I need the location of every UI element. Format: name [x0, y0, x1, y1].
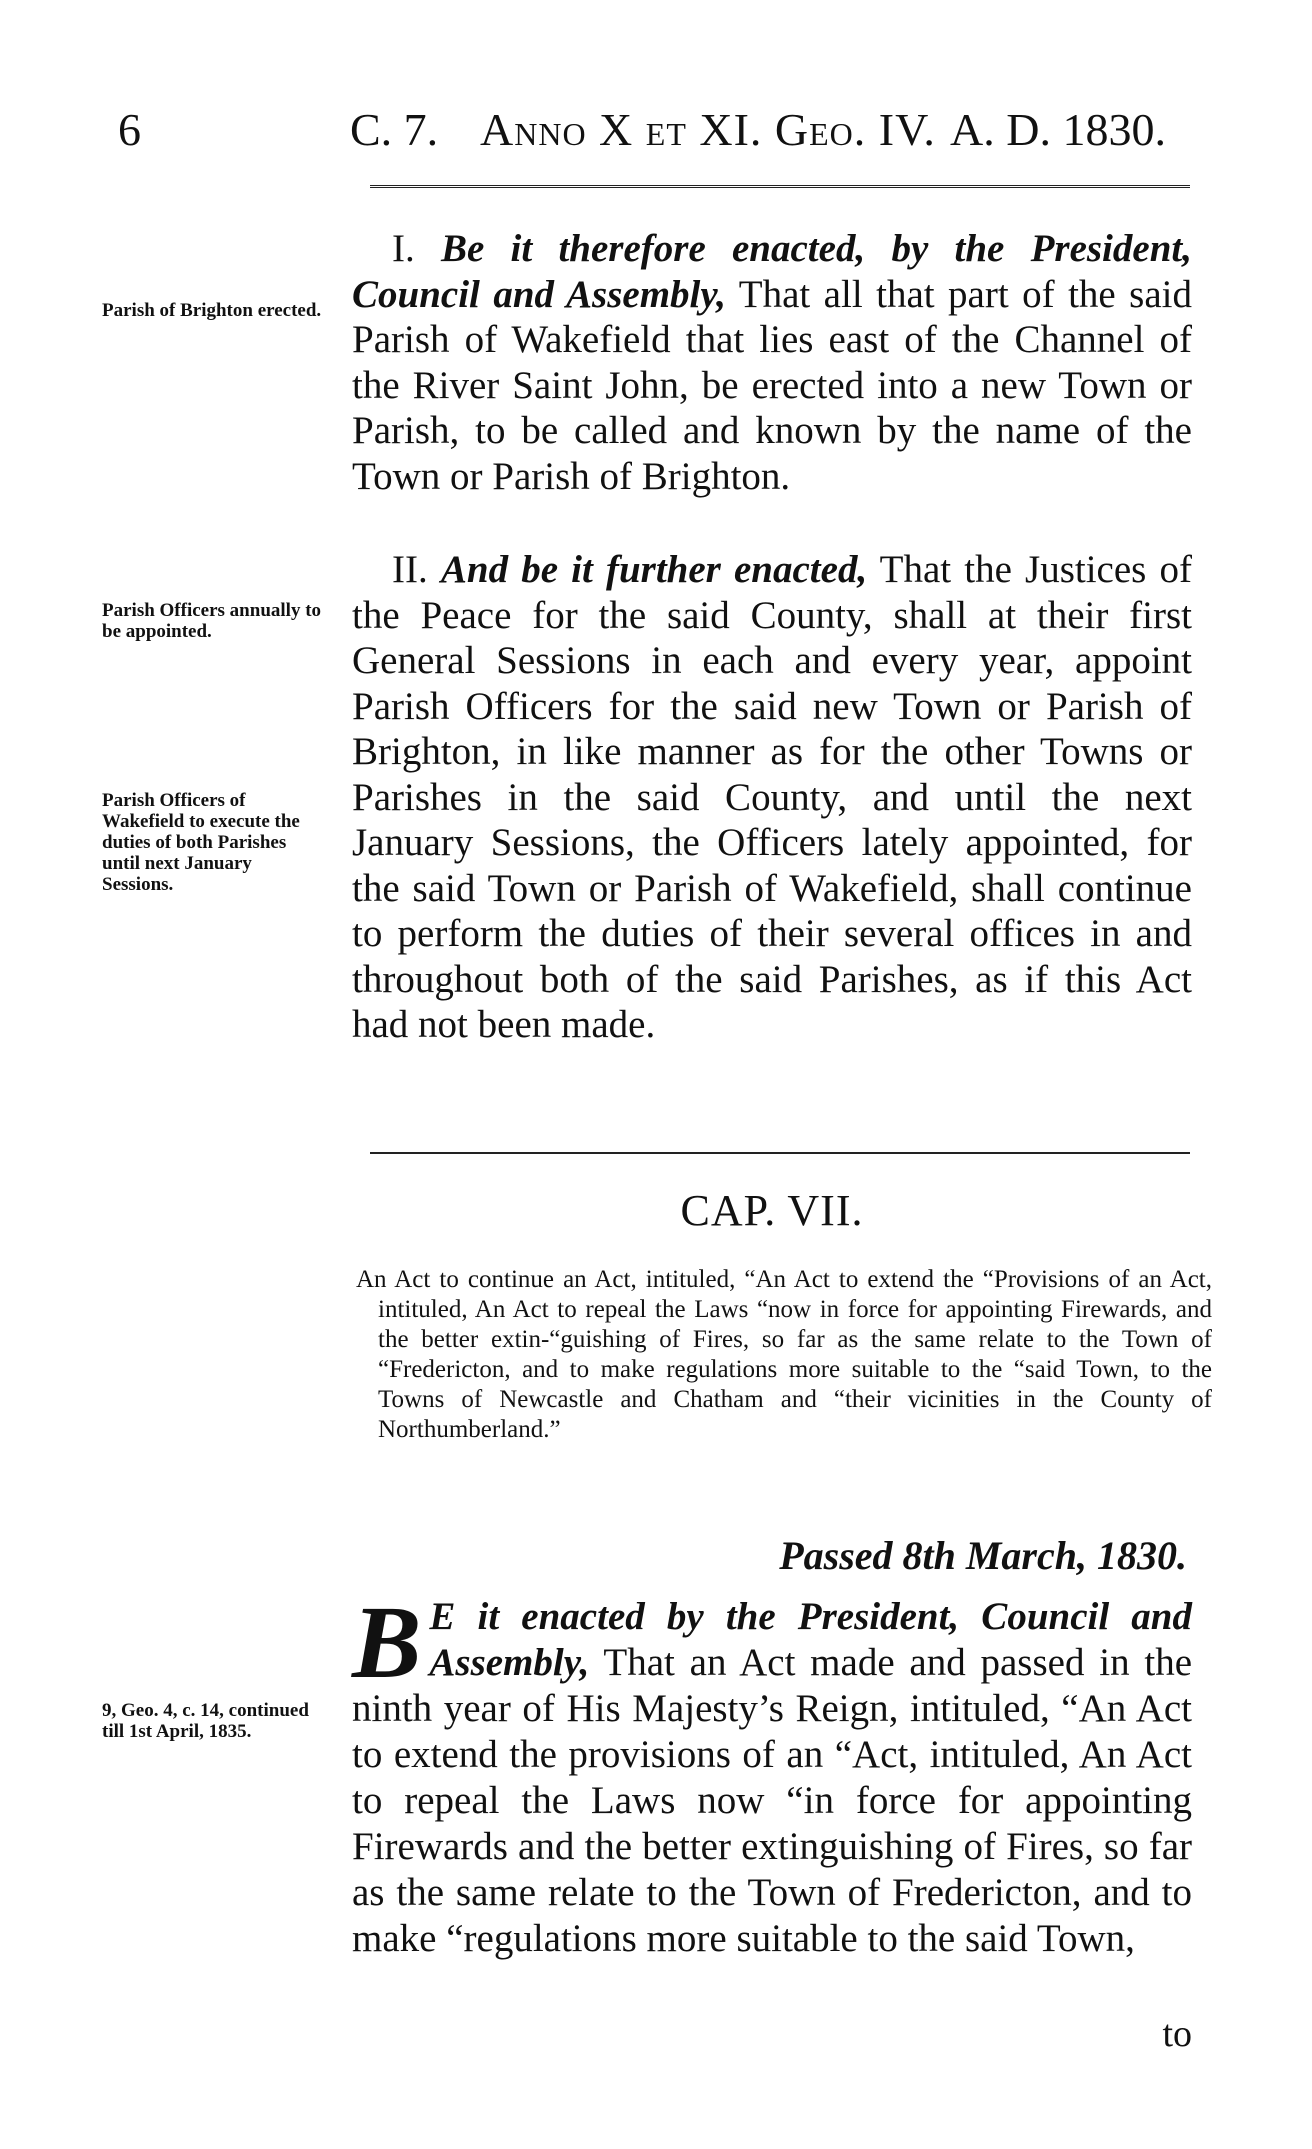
section-1-number: I.: [392, 227, 441, 270]
catchword: to: [1162, 2013, 1192, 2055]
header-rule: [370, 185, 1190, 191]
chapter-number: C. 7.: [350, 104, 439, 155]
section-1-enacting-clause: Be it therefore enacted, by the President, Council and Assembly,: [352, 227, 1192, 316]
section-2-text: That the Justices of the Peace for the said County, shall at their first General Sessions in each and every year, appoint Parish Officers for the said new Town or Parish of Brighton, in like manner as for the other Towns or Parishes in the said County, and until the next January Sessions, the Officers lately appointed, for the said Town or Parish of Wakefield, shall continue to perform the duties of their several offices in and throughout both of the said Parishes, as if this Act had not been made.: [352, 548, 1192, 1046]
enactment-text: [352, 1585, 1192, 1962]
section-rule: [370, 1152, 1190, 1154]
section-1-text: That all that part of the said Parish of Wakefield that lies east of the Channel of the River Saint John, be erected into a new Town or Parish, to be called and known by the name of the Town or Parish of Brighton.: [352, 272, 1192, 498]
margin-note-brighton: Parish of Brighton erected.: [102, 300, 322, 321]
section-2: [352, 547, 1192, 1048]
regnal-year: Anno X et XI. Geo. IV.: [480, 104, 936, 155]
margin-note-wakefield: Parish Officers of Wakefield to execute the duties of both Parishes until next January Sessions.: [102, 790, 300, 895]
page-number: 6: [118, 104, 141, 155]
enactment-clause: E it enacted by the President, Council and Assembly,: [429, 1595, 1192, 1684]
cap-title: CAP. VII.: [680, 1186, 864, 1235]
enactment-body: That an Act made and passed in the ninth year of His Majesty’s Reign, intituled, “An Act to extend the provisions of an “Act, intituled, An Act to repeal the Laws now “in force for appointing Firewards and the better extinguishing of Fires, so far as the same relate to the Town of Fredericton, and to make “regulations more suitable to the said Town,: [352, 1641, 1192, 1960]
running-head: [100, 100, 1182, 160]
margin-note-officers: Parish Officers annually to be appointed.: [102, 600, 322, 642]
act-summary: An Act to continue an Act, intituled, “An Act to extend the “Provisions of an Act, intituled, An Act to repeal the Laws “now in force for appointing Firewards, and the better extin-“guishing of Fires, so far as the same relate to the Town of “Fredericton, and to make regulations more suitable to the “said Town, to the Towns of Newcastle and Chatham and “their vicinities in the County of Northumberland.”: [356, 1266, 1212, 1443]
passed-date: Passed 8th March, 1830.: [779, 1533, 1187, 1578]
margin-note-continued: 9, Geo. 4, c. 14, continued till 1st April, 1835.: [102, 1700, 309, 1742]
drop-cap: B: [352, 1585, 422, 1700]
section-2-number: II.: [392, 548, 441, 591]
section-2-enacting-clause: And be it further enacted,: [440, 548, 868, 591]
section-1: [352, 226, 1192, 499]
year-date: A. D. 1830.: [950, 104, 1166, 155]
